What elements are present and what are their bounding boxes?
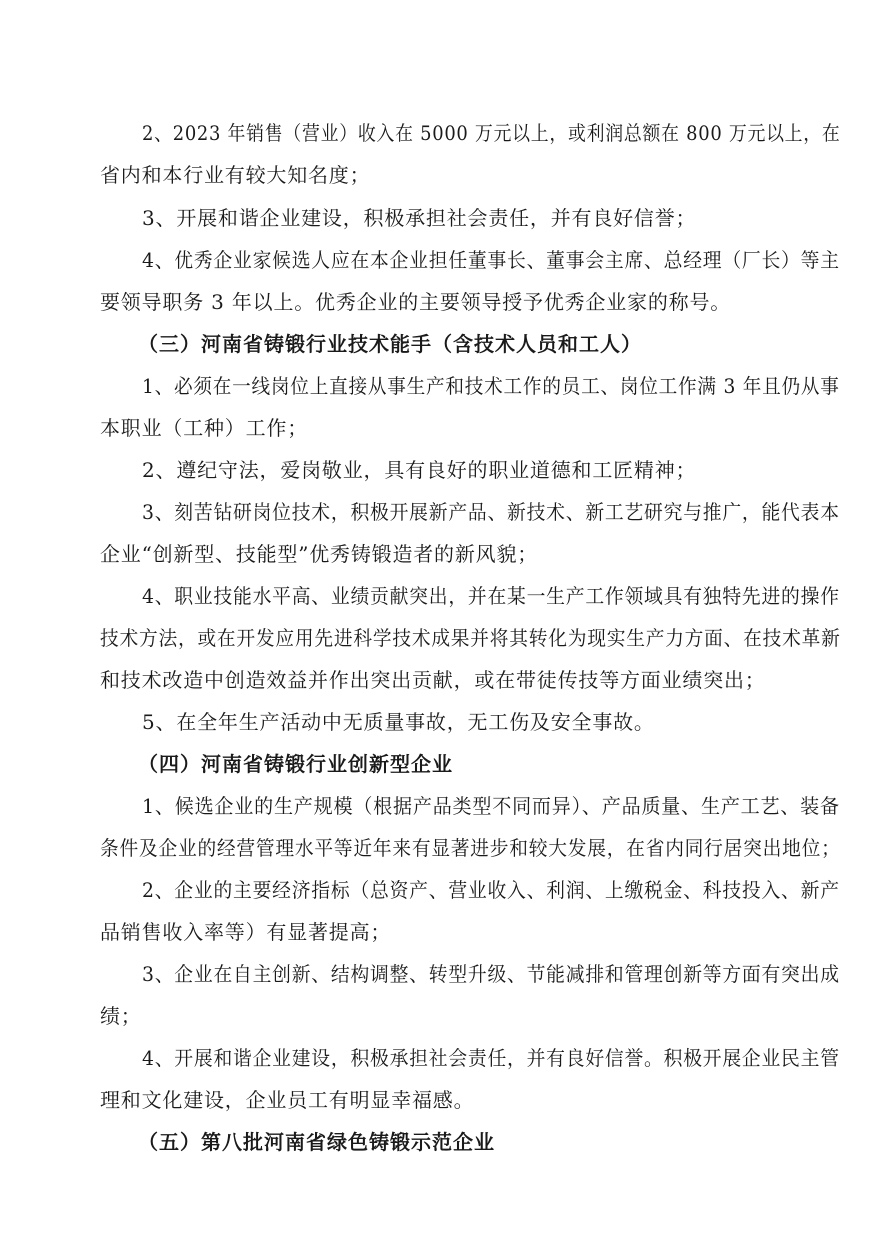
paragraph-line: 2、2023 年销售（营业）收入在 5000 万元以上，或利润总额在 800 万元以上，在 xyxy=(142,121,841,145)
paragraph-line: 企业“创新型、技能型”优秀铸锻造者的新风貌； xyxy=(100,542,539,566)
paragraph-line: 绩； xyxy=(100,1004,142,1028)
paragraph-line: 2、企业的主要经济指标（总资产、营业收入、利润、上缴税金、科技投入、新产 xyxy=(142,878,840,902)
paragraph-line: 3、企业在自主创新、结构调整、转型升级、节能减排和管理创新等方面有突出成 xyxy=(142,962,840,986)
paragraph-line: 4、职业技能水平高、业绩贡献突出，并在某一生产工作领域具有独特先进的操作 xyxy=(142,584,840,608)
paragraph-line: 和技术改造中创造效益并作出突出贡献，或在带徒传技等方面业绩突出； xyxy=(100,668,766,692)
paragraph-line: 2、遵纪守法，爱岗敬业，具有良好的职业道德和工匠精神； xyxy=(142,458,697,482)
paragraph-line: 本职业（工种）工作； xyxy=(100,416,308,440)
paragraph-line: 省内和本行业有较大知名度； xyxy=(100,163,371,187)
paragraph-line: 条件及企业的经营管理水平等近年来有显著进步和较大发展，在省内同行居突出地位； xyxy=(100,836,841,860)
paragraph-line: 1、必须在一线岗位上直接从事生产和技术工作的员工、岗位工作满 3 年且仍从事 xyxy=(142,374,840,398)
section-heading: （四）河南省铸锻行业创新型企业 xyxy=(138,752,453,776)
paragraph-line: 要领导职务 3 年以上。优秀企业的主要领导授予优秀企业家的称号。 xyxy=(100,290,732,314)
paragraph-line: 4、优秀企业家候选人应在本企业担任董事长、董事会主席、总经理（厂长）等主 xyxy=(142,248,840,272)
paragraph-line: 3、刻苦钻研岗位技术，积极开展新产品、新技术、新工艺研究与推广，能代表本 xyxy=(142,500,840,524)
section-heading: （三）河南省铸锻行业技术能手（含技术人员和工人） xyxy=(138,332,642,356)
paragraph-line: 4、开展和谐企业建设，积极承担社会责任，并有良好信誉。积极开展企业民主管 xyxy=(142,1046,840,1070)
paragraph-line: 品销售收入率等）有显著提高； xyxy=(100,920,392,944)
paragraph-line: 1、候选企业的生产规模（根据产品类型不同而异）、产品质量、生产工艺、装备 xyxy=(142,794,840,818)
paragraph-line: 3、开展和谐企业建设，积极承担社会责任，并有良好信誉； xyxy=(142,206,697,230)
paragraph-line: 理和文化建设，企业员工有明显幸福感。 xyxy=(100,1088,475,1112)
paragraph-line: 技术方法，或在开发应用先进科学技术成果并将其转化为现实生产力方面、在技术革新 xyxy=(100,626,841,650)
paragraph-line: 5、在全年生产活动中无质量事故，无工伤及安全事故。 xyxy=(142,710,655,734)
section-heading: （五）第八批河南省绿色铸锻示范企业 xyxy=(138,1130,495,1154)
